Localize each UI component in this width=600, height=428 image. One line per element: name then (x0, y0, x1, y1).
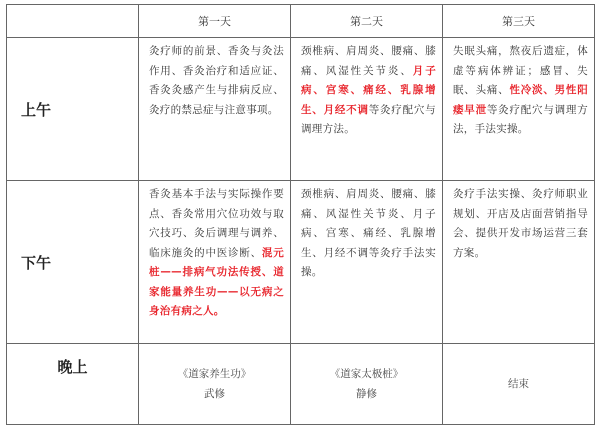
evening-label-cell (7, 344, 139, 425)
evening-day2-sub: 静修 (356, 388, 377, 400)
afternoon-day1-plain-1: 香灸基本手法与实际操作要点、香灸常用穴位功效与取穴技巧、灸后调理与调养、临床施灸的中医诊断、 (149, 188, 284, 259)
evening-day1-sub: 武修 (204, 388, 225, 400)
header-day3: 第三天 (443, 5, 595, 38)
morning-day3-text (443, 38, 594, 144)
afternoon-day2-text: 颈椎病、肩周炎、腰痛、膝痛、风湿性关节炎、月子病、宫寒、痛经、乳腺增生、月经不调等灸疗手法实操。 (301, 188, 436, 278)
evening-day1-title: 《道家养生功》 (177, 368, 252, 380)
evening-day2-title: 《道家太极桩》 (329, 368, 404, 380)
morning-day2-cell (291, 38, 443, 181)
evening-day3-text: 结束 (508, 378, 529, 390)
morning-row (7, 38, 595, 181)
afternoon-day1-cell (139, 181, 291, 344)
afternoon-label: 下午 (21, 253, 52, 272)
morning-day3-plain-1: 失眠头痛，熬夜后遗症，体虚等病体辨证；感冒、失眠、头痛、 (453, 45, 588, 96)
afternoon-label-cell (7, 181, 139, 344)
header-row (7, 5, 595, 38)
morning-day1-cell (139, 38, 291, 181)
morning-day2-text (291, 38, 442, 144)
afternoon-day3-cell (443, 181, 595, 344)
evening-day1-cell (139, 344, 291, 425)
morning-label-cell (7, 38, 139, 181)
schedule-table (6, 4, 595, 425)
header-day1: 第一天 (139, 5, 291, 38)
morning-day3-cell (443, 38, 595, 181)
morning-day3-highlight: 性冷淡、男性阳痿早泄 (453, 84, 588, 116)
morning-day3-plain-2: 等灸疗配穴与调理方法，手法实操。 (453, 103, 588, 135)
evening-day2-cell (291, 344, 443, 425)
afternoon-day1-text (139, 181, 290, 326)
corner-cell (7, 5, 139, 38)
afternoon-day3-text: 灸疗手法实操、灸疗师职业规划、开店及店面营销指导会、提供开发市场运营三套方案。 (453, 188, 588, 259)
evening-label: 晚上 (57, 358, 88, 376)
afternoon-day2-cell (291, 181, 443, 344)
header-day2: 第二天 (291, 5, 443, 38)
morning-day2-highlight: 月子病、宫寒、痛经、乳腺增生、月经不调 (301, 64, 436, 116)
evening-row (7, 344, 595, 425)
afternoon-row (7, 181, 595, 344)
morning-day2-plain-1: 颈椎病、肩周炎、腰痛、膝痛、风湿性关节炎、 (301, 45, 436, 77)
evening-day3-cell (443, 344, 595, 425)
morning-day1-text: 灸疗师的前景、香灸与灸法作用、香灸治疗和适应证、香灸灸感产生与排病反应、灸疗的禁忌症与注意事项。 (149, 45, 284, 116)
morning-day2-plain-2: 等灸疗配穴与调理方法。 (301, 103, 436, 135)
afternoon-day1-highlight: 混元桩——排病气功法传授、道家能量养生功——以无病之身治有病之人。 (149, 246, 284, 317)
morning-label: 上午 (21, 100, 52, 119)
